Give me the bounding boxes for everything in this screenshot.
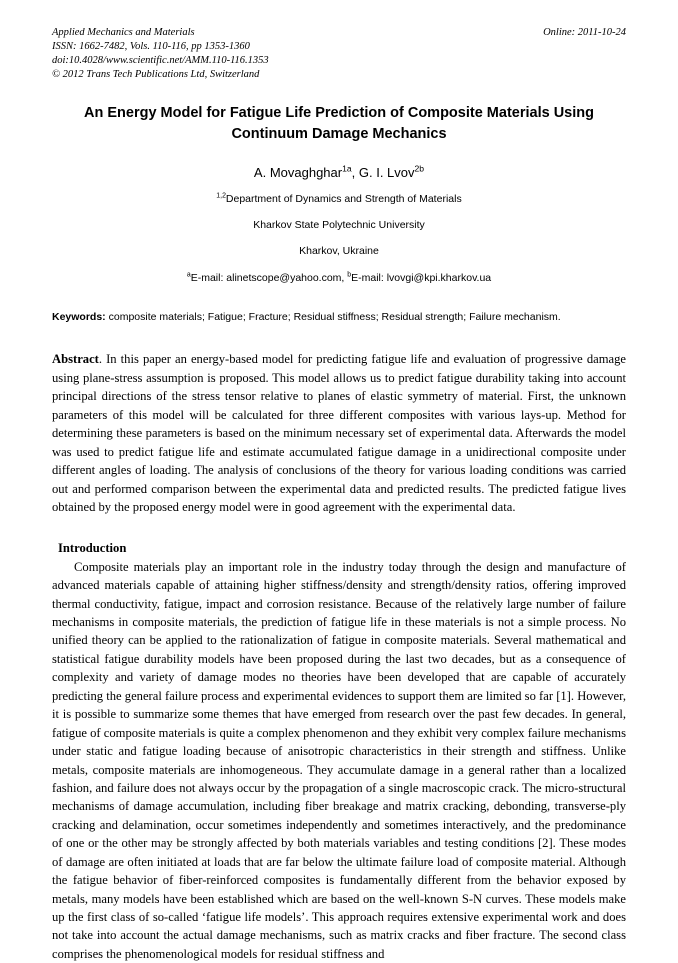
abstract-block xyxy=(52,350,626,517)
abstract-text: . In this paper an energy-based model for predicting fatigue life and evaluation of progressive damage using plane-stress assumption is proposed. This model allows us to predict fatigue durability taking into account principal directions of the stress tensor relative to planes of elastic symmetry of material. First, the unknown parameters of this model will be calculated for three different composites with various lays-up. Method for determining these parameters is based on the minimum necessary set of experimental data. Afterwards the model was used to predict fatigue life and estimate accumulated fatigue damage in a unidirectional composite under different angles of loading. The analysis of conclusions of the theory for various loading conditions was carried out and performed comparison between the experimental data and predicted results. The predicted fatigue lives obtained by the proposed energy model were in good agreement with the experimental data. xyxy=(52,352,626,515)
affiliation-sup: 1,2 xyxy=(216,192,226,200)
keywords-block xyxy=(52,310,626,326)
affiliation-department-text: Department of Dynamics and Strength of Materials xyxy=(225,193,462,206)
affiliation-city: Kharkov, Ukraine xyxy=(299,245,379,258)
doi-line: doi:10.4028/www.scientific.net/AMM.110-116.1353 xyxy=(52,54,269,66)
author-sup-2: 2b xyxy=(414,164,425,175)
page-title: An Energy Model for Fatigue Life Prediction of Composite Materials Using Continuum Damage Mechanics xyxy=(84,105,594,143)
email-sup-a: a xyxy=(186,271,191,279)
author-name-2: G. I. Lvov xyxy=(358,165,415,181)
email-sup-b: b xyxy=(347,271,352,279)
affiliation-department xyxy=(52,193,626,205)
keywords-text: composite materials; Fatigue; Fracture; Residual stiffness; Residual strength; Failure mechanism. xyxy=(105,311,561,324)
author-list xyxy=(52,165,626,180)
issn-line: ISSN: 1662-7482, Vols. 110-116, pp 1353-1360 xyxy=(52,40,250,52)
page-header xyxy=(52,26,626,81)
author-name-1: A. Movaghghar xyxy=(253,165,343,181)
email-author-a: E-mail: alinetscope@yahoo.com, xyxy=(190,272,348,285)
header-journal-block xyxy=(52,26,269,81)
author-separator: , xyxy=(351,165,359,181)
copyright-line: © 2012 Trans Tech Publications Ltd, Switzerland xyxy=(52,68,260,80)
affiliation-emails xyxy=(52,272,626,284)
journal-name: Applied Mechanics and Materials xyxy=(52,27,195,38)
abstract-label: Abstract xyxy=(52,352,99,367)
introduction-paragraph: Composite materials play an important role in the industry today through the design and manufacture of advanced materials capable of attaining higher stiffness/density and strength/density ratios, offering improved thermal conductivity, fatigue, impact and corrosion resistance. Because of the relatively large number of failure mechanisms in composite materials, the prediction of fatigue life in these materials is not a simple process. No unified theory can be applied to the rationalization of fatigue in composite materials. Several mathematical and statistical fatigue durability models have been proposed during the last two decades, but as a consequence of complexity and variety of damage modes no theories have been developed that are capable of accurately predicting the general failure process and experimental evidences to support them are limited so far [1]. However, it is possible to summarize some themes that have emerged from research over the past few decades. In general, fatigue of composite materials is quite a complex phenomenon and they exhibit very complex failure mechanisms under static and fatigue loading because of anisotropic characteristics in their strength and stiffness. Unlike metals, composite materials are inhomogeneous. They accumulate damage in a general rather than a localized fashion, and failure does not always occur by the propagation of a single macroscopic crack. The micro-structural mechanisms of damage accumulation, including fiber breakage and matrix cracking, debonding, transverse-ply cracking and delamination, occur sometimes independently and sometimes interactively, and the predominance of one or the other may be strongly affected by both materials variables and testing conditions [2]. These modes of damage are often initiated at loads that are far below the ultimate failure load of composite material. Although the fatigue behavior of fiber-reinforced composites is fundamentally different from the behavior exposed by metals, many models have been established which are based on the well-known S-N curves. These models make up the first class of so-called ‘fatigue life models’. This approach requires extensive experimental work and does not take into account the actual damage mechanisms, such as matrix cracks and fiber fracture. The second class comprises the phenomenological models for residual stiffness and xyxy=(52,559,626,961)
email-author-b: E-mail: lvovgi@kpi.kharkov.ua xyxy=(351,272,492,285)
online-date: Online: 2011-10-24 xyxy=(543,27,626,38)
introduction-heading: Introduction xyxy=(58,540,127,555)
affiliation-university: Kharkov State Polytechnic University xyxy=(253,219,425,232)
keywords-label: Keywords: xyxy=(52,311,106,324)
author-sup-1: 1a xyxy=(342,164,352,175)
